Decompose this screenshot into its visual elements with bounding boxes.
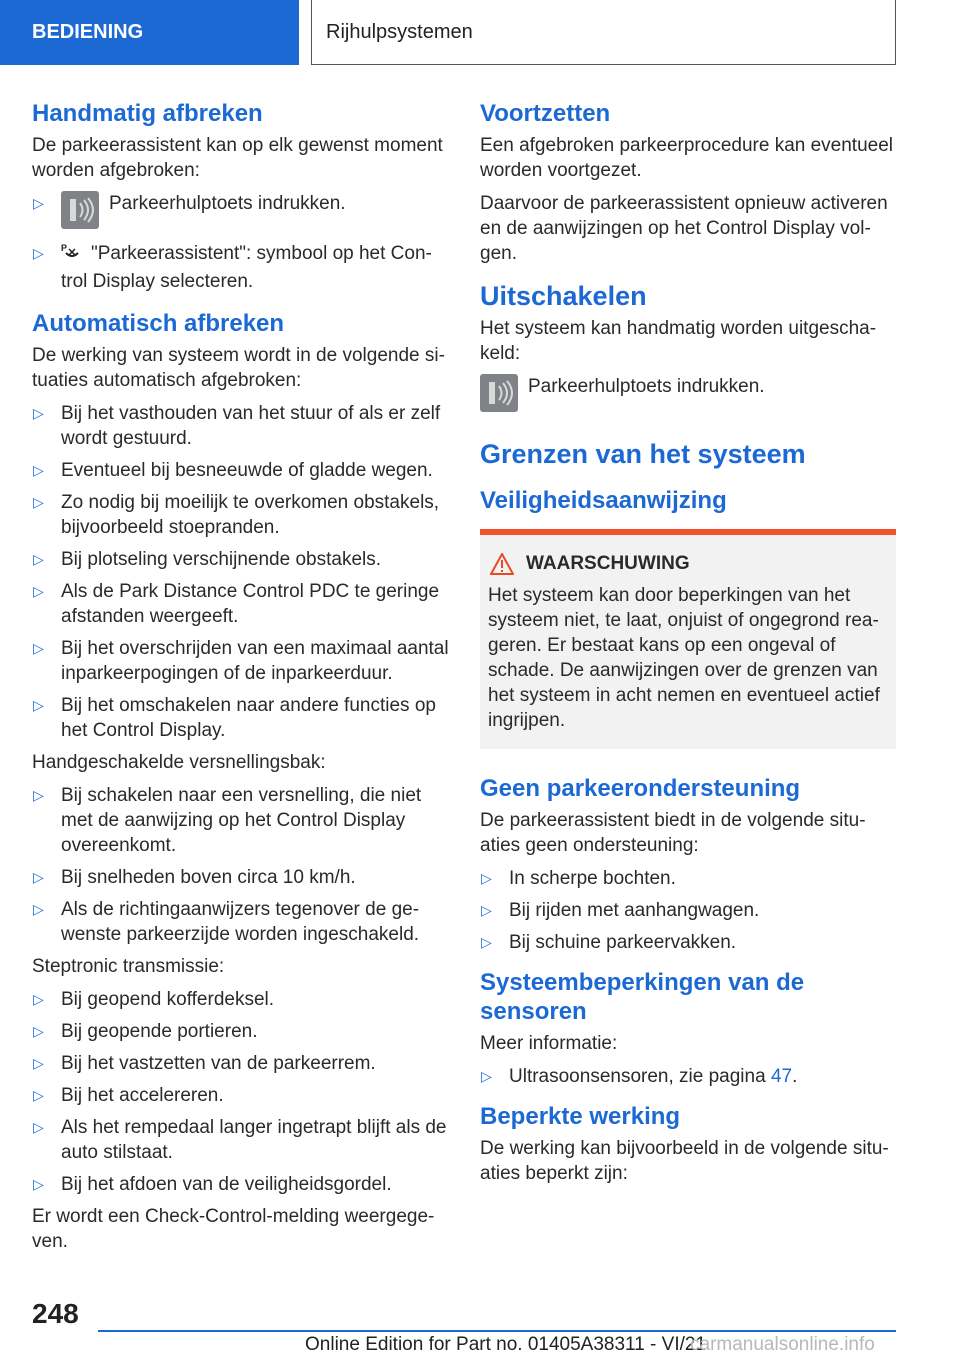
heading-uitschakelen: Uitschakelen (480, 280, 647, 311)
heading-voortzetten: Voortzetten (480, 100, 611, 127)
triangle-bullet-icon: ▷ (33, 639, 44, 656)
triangle-bullet-icon: ▷ (33, 461, 44, 478)
chapter-label: Rijhulpsystemen (326, 20, 473, 43)
triangle-bullet-icon: ▷ (33, 900, 44, 917)
left-column (32, 100, 450, 1262)
triangle-bullet-icon: ▷ (33, 550, 44, 567)
list-item-text: Als het rempedaal langer ingetrapt blijft als de auto stilstaat. (61, 1116, 447, 1163)
list-item (32, 490, 450, 540)
list-item-text: "Parkeerassistent": symbool op het Control Display selecteren. (61, 242, 432, 292)
heading-veiligheidsaanwijzing: Veiligheidsaanwijzing (480, 486, 727, 514)
list-item (32, 547, 450, 572)
list-item-text: Bij het vasthouden van het stuur of als er zelf wordt gestuurd. (61, 402, 441, 449)
section-tab[interactable] (0, 0, 299, 65)
list-item (32, 987, 450, 1012)
paragraph: Handgeschakelde versnellingsbak: (32, 751, 326, 773)
edition-text: Online Edition for Part no. 01405A38311 - VI/21 (305, 1334, 707, 1355)
warning-text: Het systeem kan door beperkingen van het systeem niet, te laat, onjuist of ongegrond reageren. Er bestaat kans op een ongeval of schade. De aanwijzingen over de grenzen van het systeem in acht nemen en eventueel actief ingrijpen. (488, 585, 880, 732)
paragraph: De werking van systeem wordt in de volgende situaties automatisch afgebroken: (32, 344, 445, 391)
heading-handmatig-afbreken: Handmatig afbreken (32, 100, 263, 127)
chapter-tab[interactable] (311, 0, 896, 65)
list-item-text: In scherpe bochten. (509, 868, 676, 890)
warning-title-text: WAARSCHUWING (526, 553, 690, 575)
watermark: carmanualsonline.info (690, 1334, 875, 1355)
list-item-text: Bij het accelereren. (61, 1084, 224, 1106)
list-item (480, 898, 896, 923)
auto-abort-list (32, 401, 450, 743)
list-item (32, 636, 450, 686)
triangle-bullet-icon: ▷ (33, 868, 44, 885)
triangle-bullet-icon: ▷ (481, 870, 492, 887)
triangle-bullet-icon: ▷ (33, 1175, 44, 1192)
list-item-text: Als de Park Distance Control PDC te geringe afstanden weergeeft. (61, 580, 440, 627)
list-item (480, 1064, 896, 1089)
step-text: Parkeerhulptoets indrukken. (528, 376, 765, 398)
triangle-bullet-icon: ▷ (33, 194, 44, 211)
manual-abort-list (32, 191, 450, 294)
list-item (32, 1115, 450, 1165)
warning-triangle-icon (490, 553, 514, 575)
triangle-bullet-icon: ▷ (33, 1118, 44, 1135)
triangle-bullet-icon: ▷ (33, 1022, 44, 1039)
list-item-text: Bij schakelen naar een versnelling, die niet met de aanwijzing op het Control Display overeenkomt. (61, 784, 422, 856)
list-item-text: Bij geopend kofferdeksel. (61, 988, 275, 1010)
heading-systeembeperkingen-sensoren: Systeembeperkingen van de sensoren (480, 969, 805, 1025)
list-item (32, 191, 450, 229)
list-item-text: Als de richtingaanwijzers tegenover de gewenste parkeerzijde worden ingeschakeld. (61, 898, 420, 945)
heading-beperkte-werking: Beperkte werking (480, 1102, 681, 1130)
list-item (480, 930, 896, 955)
list-item-text: Parkeerhulptoets indrukken. (109, 192, 346, 214)
park-assist-symbol-icon (61, 242, 83, 269)
list-item (32, 693, 450, 743)
triangle-bullet-icon: ▷ (33, 493, 44, 510)
list-item-text: Bij plotseling verschijnende obstakels. (61, 548, 382, 570)
heading-automatisch-afbreken: Automatisch afbreken (32, 309, 285, 337)
warning-box (480, 529, 896, 749)
list-item (480, 866, 896, 891)
list-item-text: Bij schuine parkeervakken. (509, 932, 737, 954)
list-item-text: Bij snelheden boven circa 10 km/h. (61, 866, 356, 888)
list-item (32, 401, 450, 451)
park-assist-button-icon (61, 191, 99, 229)
switch-off-step (480, 374, 896, 412)
triangle-bullet-icon: ▷ (33, 696, 44, 713)
list-item (32, 1083, 450, 1108)
warning-title (488, 553, 888, 575)
triangle-bullet-icon: ▷ (33, 244, 44, 261)
heading-grenzen-van-het-systeem: Grenzen van het systeem (480, 439, 806, 470)
triangle-bullet-icon: ▷ (33, 1054, 44, 1071)
list-item (32, 241, 450, 294)
triangle-bullet-icon: ▷ (481, 1067, 492, 1084)
paragraph: De parkeerassistent biedt in de volgende situaties geen ondersteuning: (480, 810, 866, 857)
list-item (32, 1051, 450, 1076)
no-support-list (480, 866, 896, 955)
list-item (32, 458, 450, 483)
list-item-text: Bij geopende portieren. (61, 1020, 258, 1042)
paragraph: Een afgebroken parkeerprocedure kan eventueel worden voortgezet. (480, 134, 894, 181)
list-item-text: Zo nodig bij moeilijk te overkomen obstakels, bijvoorbeeld stoepranden. (61, 491, 440, 538)
page-number: 248 (32, 1298, 79, 1329)
list-item-text: Bij het vastzetten van de parkeerrem. (61, 1052, 376, 1074)
paragraph: Het systeem kan handmatig worden uitgeschakeld: (480, 318, 877, 365)
list-item-text: Bij het omschakelen naar andere functies op het Control Display. (61, 694, 436, 741)
list-item (32, 865, 450, 890)
page-link-47[interactable]: 47 (770, 1065, 793, 1087)
triangle-bullet-icon: ▷ (33, 582, 44, 599)
triangle-bullet-icon: ▷ (33, 1086, 44, 1103)
paragraph: Er wordt een Check-Control-melding weergegeven. (32, 1205, 435, 1252)
triangle-bullet-icon: ▷ (481, 902, 492, 919)
paragraph: Meer informatie: (480, 1032, 618, 1054)
list-item-text: Eventueel bij besneeuwde of gladde wegen. (61, 459, 433, 481)
triangle-bullet-icon: ▷ (481, 934, 492, 951)
svg-text:P: P (61, 242, 68, 253)
paragraph: Daarvoor de parkeerassistent opnieuw activeren en de aanwijzingen op het Control Display volgen. (480, 192, 888, 264)
right-column (480, 100, 896, 1194)
triangle-bullet-icon: ▷ (33, 990, 44, 1007)
list-item (32, 1172, 450, 1197)
list-item (32, 897, 450, 947)
steptronic-list (32, 987, 450, 1197)
triangle-bullet-icon: ▷ (33, 786, 44, 803)
paragraph: De parkeerassistent kan op elk gewenst moment worden afgebroken: (32, 134, 443, 181)
list-item (32, 783, 450, 858)
list-item-text: Bij het overschrijden van een maximaal aantal inparkeerpogingen of de inparkeerduur. (61, 637, 449, 684)
list-item-text: Ultrasoonsensoren, zie pagina (509, 1065, 771, 1087)
list-item-end: . (792, 1065, 798, 1087)
manual-gear-list (32, 783, 450, 947)
list-item (32, 579, 450, 629)
list-item-text: Bij rijden met aanhangwagen. (509, 900, 760, 922)
footer-divider (98, 1330, 896, 1332)
paragraph: Steptronic transmissie: (32, 955, 225, 977)
list-item-text: Bij het afdoen van de veiligheidsgordel. (61, 1173, 392, 1195)
heading-geen-parkeerondersteuning: Geen parkeerondersteuning (480, 775, 801, 803)
park-assist-button-icon (480, 374, 518, 412)
sensor-list (480, 1064, 896, 1089)
list-item (32, 1019, 450, 1044)
section-label: BEDIENING (32, 21, 144, 43)
paragraph: De werking kan bijvoorbeeld in de volgende situaties beperkt zijn: (480, 1137, 889, 1184)
triangle-bullet-icon: ▷ (33, 404, 44, 421)
